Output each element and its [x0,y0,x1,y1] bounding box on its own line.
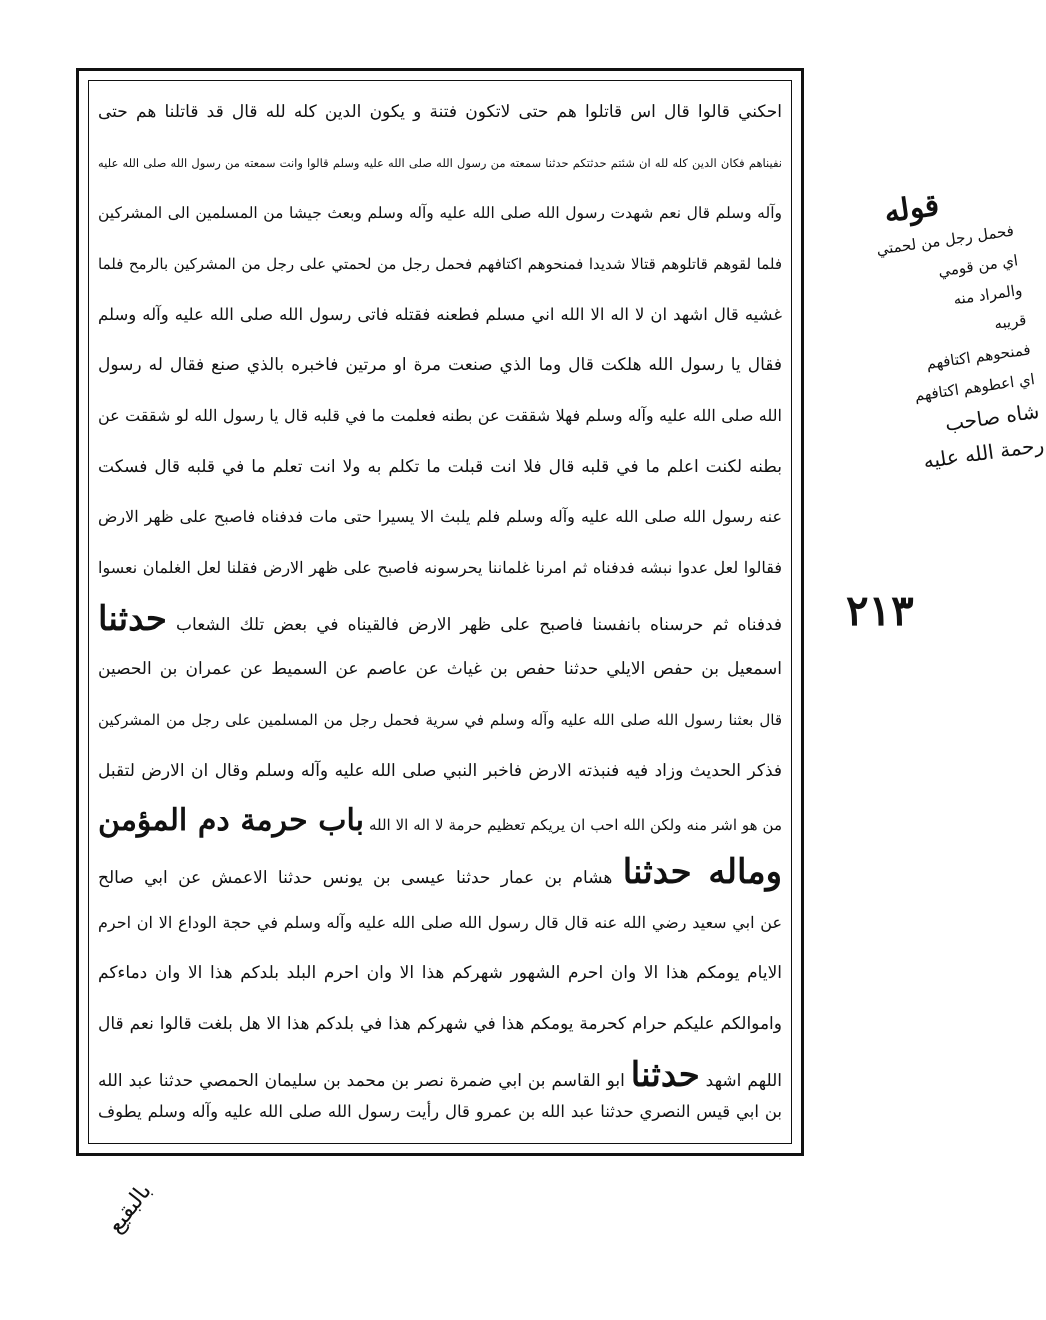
chapter-heading: باب حرمة دم المؤمن [98,803,364,838]
text-line: الايام يومكم هذا الا وان احرم الشهور شهركم هذا الا وان احرم البلد بلدكم هذا الا وان دماءكم [98,963,782,983]
text-line: احكني قالوا قال اس قاتلوا هم حتى لاتكون فتنة و يكون الدين كله لله قال قد قاتلنا هم حتى [98,102,782,122]
gloss-heading: قوله [881,187,942,231]
margin-gloss [812,176,1046,488]
text-line: عنه رسول الله صلى الله عليه وآله وسلم فلم يلبث الا يسيرا حتى مات فدفناه فاصبح على ظهر الارض [98,507,782,526]
text-line: قال بعثنا رسول الله صلى الله عليه وآله وسلم في سرية فحمل رجل من المسلمين على رجل من المشركين [98,711,782,729]
haddathana-heading: حدثنا [98,599,167,639]
page-number: ٢١٣ [846,586,914,635]
text-line: غشيه قال اشهد ان لا اله الا الله اني مسلم فطعنه فقتله فاتى رسول الله صلى الله عليه وآله وسلم [98,305,782,324]
text-segment: ابو القاسم بن ابي ضمرة نصر بن محمد بن سليمان الحمصي حدثنا عبد الله [98,1071,631,1091]
text-line: بن ابي قيس النصري حدثنا عبد الله بن عمرو قال رأيت رسول الله صلى الله عليه وآله وسلم يطوف [98,1102,782,1121]
text-line [92,793,788,849]
text-line: الله صلى الله عليه وآله وسلم فهلا شققت عن بطنه فعلمت ما في قلبه قال يا رسول الله لو شققت عن [98,406,782,425]
gloss-line: فحمل رجل من لحمتي [875,221,1015,259]
haddathana-heading: حدثنا [622,852,692,892]
text-segment: هشام بن عمار حدثنا عيسى بن يونس حدثنا الاعمش عن ابي صالح [98,868,623,888]
gloss-attribution: رحمة الله عليه [921,432,1046,474]
text-line: فقالوا لعل عدوا نبشه فدفناه ثم امرنا غلماننا يحرسونه فاصبح على ظهر الارض فقلنا لعل الغلمان نعسوا [98,558,782,577]
gloss-line: اي اعطوهم اكتافهم [913,370,1036,405]
text-line [92,591,788,647]
gloss-line: اي من قومي [936,251,1020,281]
text-line: فقال يا رسول الله هلكت قال وما الذي صنعت مرة او مرتين فاخبره بالذي صنع فقال له رسول [98,355,782,375]
text-line: نفيناهم فكان الدين كله لله ان شئتم حدثتكم حدثنا سمعته من رسول الله صلى الله عليه وسلم قالوا وانت سمعته من رسول الله صلى الله عليه [98,156,782,170]
gloss-line: قريبه [993,310,1028,333]
text-line: فذكر الحديث وزاد فيه فنبذته الارض فاخبر النبي صلى الله عليه وآله وسلم وقال ان الارض لتقبل [98,761,782,781]
gloss-attribution: شاه صاحب [943,398,1041,436]
chapter-heading-continued: وماله [691,852,782,892]
haddathana-heading: حدثنا [630,1055,700,1095]
text-line: فلما لقوهم قاتلوهم قتالا شديدا فمنحوهم اكتافهم فحمل رجل من لحمتي على رجل من المشركين بالرمح فلما [98,255,782,273]
text-line: عن ابي سعيد رضي الله عنه قال قال رسول الله صلى الله عليه وآله وسلم في حجة الوداع الا ان احرم [98,913,782,932]
catchword: بالبقيع [102,1178,157,1239]
text-line: اسمعيل بن حفص الايلي حدثنا حفص بن غياث عن عاصم عن السميط عن عمران بن الحصين [98,659,782,679]
text-segment: فدفناه ثم حرسناه بانفسنا فاصبح على ظهر الارض فالقيناه في بعض تلك الشعاب [166,615,782,635]
text-line: بطنه لكنت اعلم ما في قلبه قال فلا انت قبلت ما تكلم به ولا انت تعلم ما في قلبه قال فسكت [98,457,782,477]
text-line: وآله وسلم قال نعم شهدت رسول الله صلى الله عليه وآله وسلم وبعث جيشا من المسلمين الى المشركين [98,204,782,222]
text-line [92,844,788,900]
main-text-block [92,84,788,1140]
text-line: واموالكم عليكم حرام كحرمة يومكم هذا في شهركم هذا في بلدكم هذا الا هل بلغت قالوا نعم قال [98,1014,782,1034]
gloss-line: والمراد منه [952,280,1024,309]
text-segment: اللهم اشهد [699,1071,782,1091]
gloss-line: فمنحوهم اكتافهم [925,340,1032,373]
text-segment: من هو اشر منه ولكن الله احب ان يريكم تعظيم حرمة لا اله الا الله [364,816,782,834]
